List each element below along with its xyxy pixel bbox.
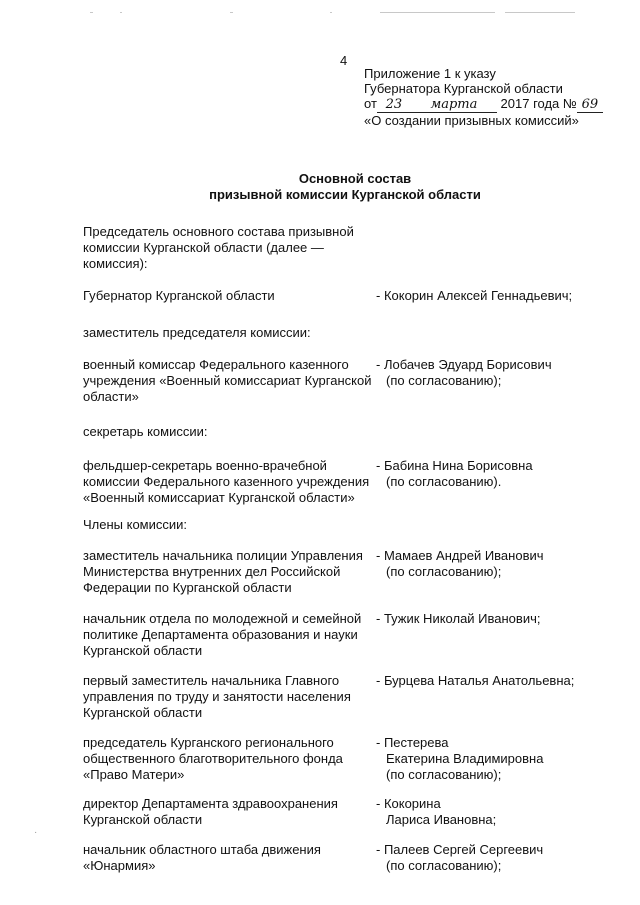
- appendix-line-2: Губернатора Курганской области: [364, 81, 563, 96]
- member-name-line-1: - Пестерева: [376, 735, 449, 750]
- chair-position: Губернатор Курганской области: [83, 288, 275, 303]
- heading-line-2: призывной комиссии Курганской области: [209, 187, 481, 202]
- member-name: [376, 842, 606, 874]
- member-name: [376, 548, 606, 580]
- chair-name: [376, 288, 606, 304]
- appendix-line-1: Приложение 1 к указу: [364, 66, 496, 81]
- member-name-line-2: Лариса Ивановна;: [386, 812, 497, 827]
- member-name-line-2: (по согласованию);: [386, 564, 502, 579]
- member-name-line-3: (по согласованию);: [386, 767, 502, 782]
- member-position: начальник областного штаба движения «Юнармия»: [83, 842, 321, 873]
- appendix-date-prefix: от: [364, 96, 377, 111]
- member-name-line-1: - Бурцева Наталья Анатольевна;: [376, 673, 575, 688]
- member-name-line-1: - Кокорина: [376, 796, 441, 811]
- member-position: директор Департамента здравоохранения Курганской области: [83, 796, 338, 827]
- deputy-label: заместитель председателя комиссии:: [83, 325, 311, 340]
- member-position: заместитель начальника полиции Управления Министерства внутренних дел Российской Федерации по Курганской области: [83, 548, 363, 595]
- members-label: Члены комиссии:: [83, 517, 188, 532]
- deputy-name-line-1: - Лобачев Эдуард Борисович: [376, 357, 552, 372]
- intro-text: Председатель основного состава призывной комиссии Курганской области (далее — комиссия):: [83, 224, 354, 271]
- margin-mark: ·: [34, 827, 38, 838]
- deputy-name-line-2: (по согласованию);: [386, 373, 502, 388]
- member-name-line-1: - Мамаев Андрей Иванович: [376, 548, 544, 563]
- appendix-year-text: 2017 года №: [500, 96, 577, 111]
- deputy-position: военный комиссар Федерального казенного учреждения «Военный комиссариат Курганской области»: [83, 357, 372, 404]
- secretary-name-line-2: (по согласованию).: [386, 474, 502, 489]
- member-position: председатель Курганского регионального общественного благотворительного фонда «Право Матери»: [83, 735, 343, 782]
- member-position: первый заместитель начальника Главного управления по труду и занятости населения Курганской области: [83, 673, 351, 720]
- secretary-label: секретарь комиссии:: [83, 424, 208, 439]
- member-position: начальник отдела по молодежной и семейной политике Департамента образования и науки Курганской области: [83, 611, 362, 658]
- appendix-line-4: «О создании призывных комиссий»: [364, 113, 579, 128]
- member-name-line-2: Екатерина Владимировна: [386, 751, 544, 766]
- heading-line-1: Основной состав: [298, 171, 412, 186]
- member-name-line-1: - Тужик Николай Иванович;: [376, 611, 541, 626]
- handwritten-day: 23: [377, 97, 411, 113]
- handwritten-number: 69: [577, 97, 603, 113]
- secretary-position: фельдшер-секретарь военно-врачебной комиссии Федерального казенного учреждения «Военный комиссариат Курганской области»: [83, 458, 370, 505]
- member-name-line-2: (по согласованию);: [386, 858, 502, 873]
- secretary-name: [376, 458, 606, 490]
- member-name-line-1: - Палеев Сергей Сергеевич: [376, 842, 544, 857]
- handwritten-month: марта: [411, 97, 497, 113]
- appendix-reference: [364, 66, 603, 128]
- page-number: 4: [340, 53, 348, 68]
- deputy-name: [376, 357, 606, 389]
- chair-name-line-1: - Кокорин Алексей Геннадьевич;: [376, 288, 573, 303]
- document-heading: [0, 171, 640, 203]
- secretary-name-line-1: - Бабина Нина Борисовна: [376, 458, 533, 473]
- member-name: [376, 673, 606, 689]
- member-name: [376, 735, 606, 783]
- appendix-date-line: [364, 96, 603, 113]
- scan-artifact: [80, 10, 580, 16]
- member-name: [376, 611, 606, 627]
- member-name: [376, 796, 606, 828]
